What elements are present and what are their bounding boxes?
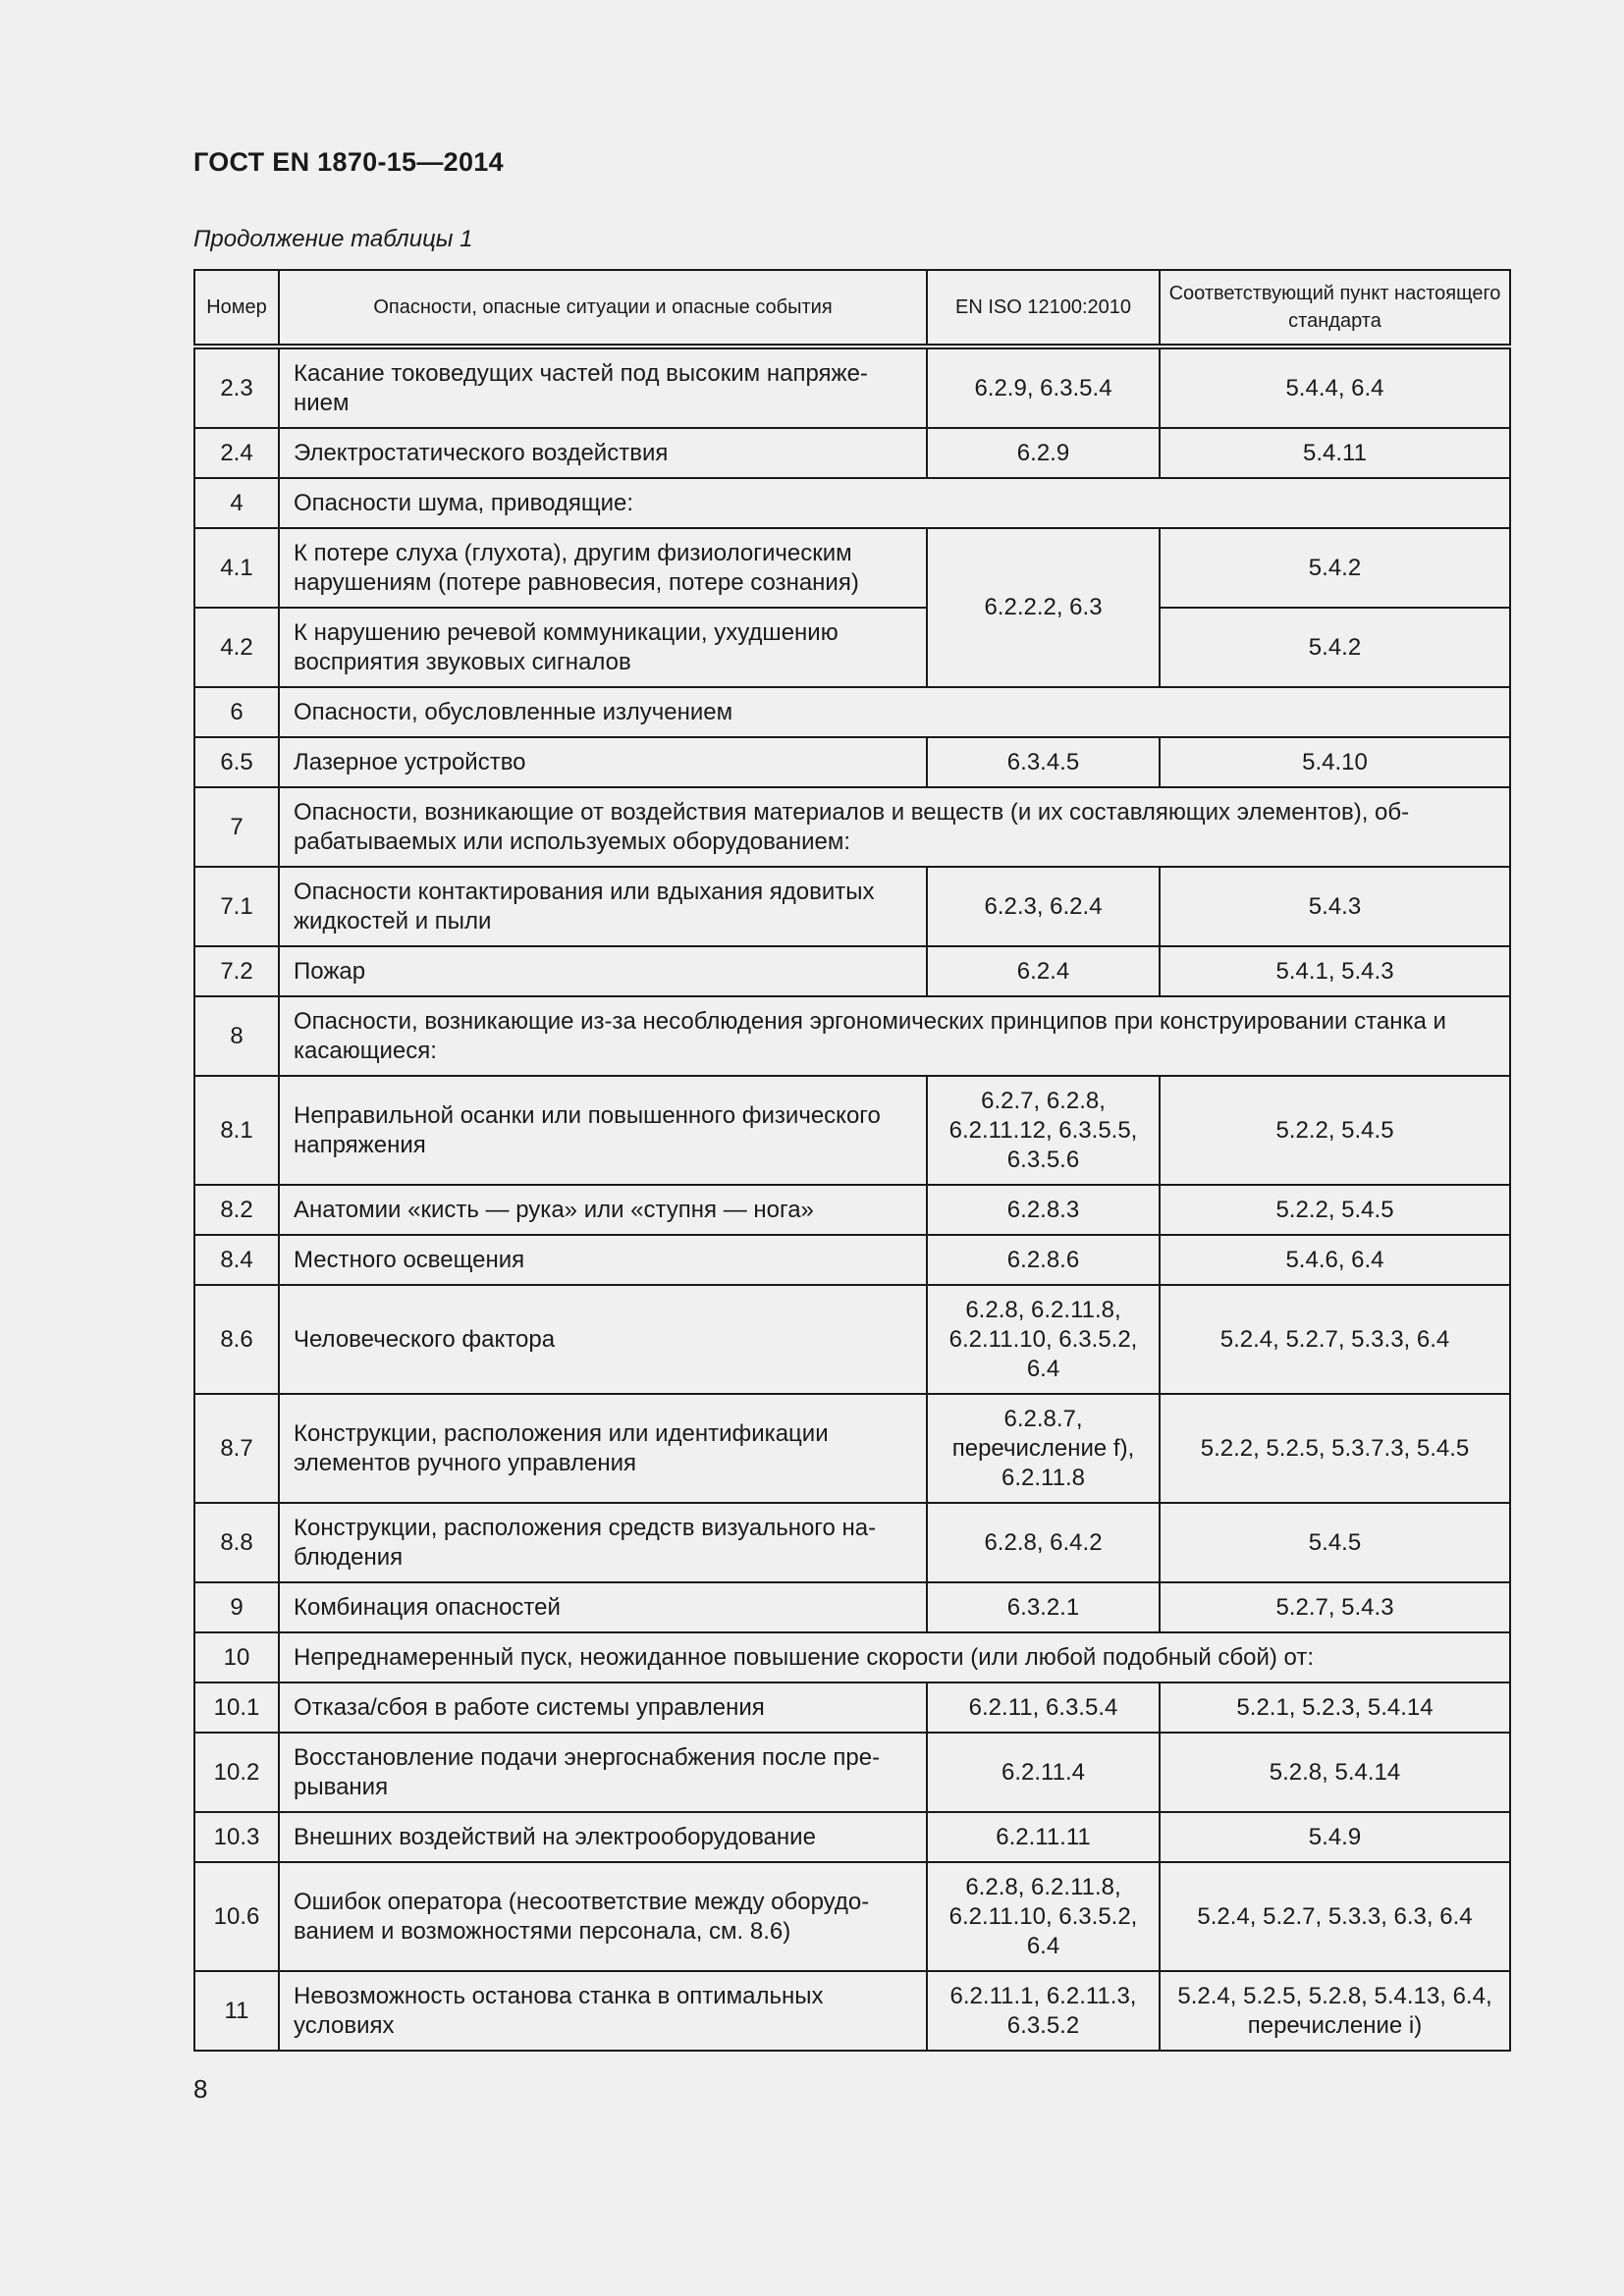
- table-header-row: [194, 270, 1510, 347]
- row-number: 8: [194, 996, 279, 1076]
- table-row: [194, 1862, 1510, 1971]
- table-section-row: [194, 478, 1510, 528]
- row-number: 6: [194, 687, 279, 737]
- table-row: [194, 737, 1510, 787]
- row-description: Непреднамеренный пуск, неожиданное повышение скорости (или любой подобный сбой) от:: [279, 1632, 1510, 1682]
- row-description: К нарушению речевой коммуникации, ухудшению восприятия звуковых сигналов: [279, 608, 927, 687]
- table-row: [194, 1971, 1510, 2051]
- row-clause: 5.4.1, 5.4.3: [1160, 946, 1510, 996]
- row-description: Комбинация опасностей: [279, 1582, 927, 1632]
- row-number: 7.2: [194, 946, 279, 996]
- table-row: [194, 528, 1510, 608]
- row-number: 10.2: [194, 1733, 279, 1812]
- row-number: 4: [194, 478, 279, 528]
- table-caption: Продолжение таблицы 1: [193, 226, 473, 252]
- page-number: 8: [193, 2074, 208, 2104]
- row-iso-reference: 6.2.9: [927, 428, 1160, 478]
- row-iso-reference: 6.2.4: [927, 946, 1160, 996]
- row-description: Местного освещения: [279, 1235, 927, 1285]
- row-number: 7: [194, 787, 279, 867]
- row-number: 4.1: [194, 528, 279, 608]
- row-description: Опасности, возникающие из-за несоблюдения эргономических принципов при конструировании станка и касающиеся:: [279, 996, 1510, 1076]
- row-number: 10: [194, 1632, 279, 1682]
- row-iso-reference: 6.2.8, 6.4.2: [927, 1503, 1160, 1582]
- table-row: [194, 1682, 1510, 1733]
- table-section-row: [194, 1632, 1510, 1682]
- table-section-row: [194, 687, 1510, 737]
- row-number: 9: [194, 1582, 279, 1632]
- table-row: [194, 946, 1510, 996]
- row-clause: 5.4.10: [1160, 737, 1510, 787]
- row-clause: 5.4.2: [1160, 528, 1510, 608]
- row-number: 2.4: [194, 428, 279, 478]
- row-clause: 5.2.2, 5.2.5, 5.3.7.3, 5.4.5: [1160, 1394, 1510, 1503]
- row-clause: 5.2.4, 5.2.5, 5.2.8, 5.4.13, 6.4, перечисление i): [1160, 1971, 1510, 2051]
- table-section-row: [194, 996, 1510, 1076]
- row-clause: 5.2.2, 5.4.5: [1160, 1076, 1510, 1185]
- row-description: Анатомии «кисть — рука» или «ступня — нога»: [279, 1185, 927, 1235]
- document-title: ГОСТ EN 1870-15—2014: [193, 147, 504, 177]
- row-description: Конструкции, расположения или идентификации элементов ручного управления: [279, 1394, 927, 1503]
- table-row: [194, 1582, 1510, 1632]
- row-description: К потере слуха (глухота), другим физиологическим нарушениям (потере равновесия, потере сознания): [279, 528, 927, 608]
- row-number: 6.5: [194, 737, 279, 787]
- table-row: [194, 1733, 1510, 1812]
- row-number: 11: [194, 1971, 279, 2051]
- header-iso: EN ISO 12100:2010: [927, 270, 1160, 347]
- row-iso-reference: 6.3.2.1: [927, 1582, 1160, 1632]
- row-clause: 5.4.3: [1160, 867, 1510, 946]
- table-section-row: [194, 787, 1510, 867]
- row-iso-reference: 6.2.2.2, 6.3: [927, 528, 1160, 687]
- row-clause: 5.4.5: [1160, 1503, 1510, 1582]
- row-iso-reference: 6.2.8, 6.2.11.8, 6.2.11.10, 6.3.5.2, 6.4: [927, 1862, 1160, 1971]
- row-clause: 5.2.7, 5.4.3: [1160, 1582, 1510, 1632]
- row-description: Опасности, обусловленные излучением: [279, 687, 1510, 737]
- header-hazards: Опасности, опасные ситуации и опасные события: [279, 270, 927, 347]
- row-number: 4.2: [194, 608, 279, 687]
- row-number: 8.7: [194, 1394, 279, 1503]
- row-clause: 5.2.4, 5.2.7, 5.3.3, 6.3, 6.4: [1160, 1862, 1510, 1971]
- row-description: Невозможность останова станка в оптимальных условиях: [279, 1971, 927, 2051]
- row-iso-reference: 6.3.4.5: [927, 737, 1160, 787]
- header-clause: Соответствующий пункт настоящего стандарта: [1160, 270, 1510, 347]
- row-iso-reference: 6.2.11.11: [927, 1812, 1160, 1862]
- table-row: [194, 428, 1510, 478]
- row-number: 8.1: [194, 1076, 279, 1185]
- row-clause: 5.4.9: [1160, 1812, 1510, 1862]
- row-iso-reference: 6.2.9, 6.3.5.4: [927, 347, 1160, 428]
- row-iso-reference: 6.2.8, 6.2.11.8, 6.2.11.10, 6.3.5.2, 6.4: [927, 1285, 1160, 1394]
- row-description: Опасности шума, приводящие:: [279, 478, 1510, 528]
- row-iso-reference: 6.2.11, 6.3.5.4: [927, 1682, 1160, 1733]
- row-iso-reference: 6.2.11.1, 6.2.11.3, 6.3.5.2: [927, 1971, 1160, 2051]
- row-description: Лазерное устройство: [279, 737, 927, 787]
- hazards-table: [193, 269, 1511, 2052]
- row-description: Восстановление подачи энергоснабжения после пре-рывания: [279, 1733, 927, 1812]
- row-clause: 5.4.11: [1160, 428, 1510, 478]
- table-row: [194, 1285, 1510, 1394]
- row-number: 8.4: [194, 1235, 279, 1285]
- table-row: [194, 1394, 1510, 1503]
- table-row: [194, 1185, 1510, 1235]
- row-number: 7.1: [194, 867, 279, 946]
- table-row: [194, 1812, 1510, 1862]
- row-clause: 5.2.1, 5.2.3, 5.4.14: [1160, 1682, 1510, 1733]
- row-description: Пожар: [279, 946, 927, 996]
- row-description: Конструкции, расположения средств визуального на-блюдения: [279, 1503, 927, 1582]
- row-description: Электростатического воздействия: [279, 428, 927, 478]
- row-description: Опасности контактирования или вдыхания ядовитых жидкостей и пыли: [279, 867, 927, 946]
- row-clause: 5.2.8, 5.4.14: [1160, 1733, 1510, 1812]
- table-row: [194, 1503, 1510, 1582]
- row-clause: 5.4.4, 6.4: [1160, 347, 1510, 428]
- row-description: Касание токоведущих частей под высоким напряже-нием: [279, 347, 927, 428]
- row-description: Отказа/сбоя в работе системы управления: [279, 1682, 927, 1733]
- row-number: 8.2: [194, 1185, 279, 1235]
- row-description: Человеческого фактора: [279, 1285, 927, 1394]
- table-row: [194, 1076, 1510, 1185]
- row-clause: 5.4.2: [1160, 608, 1510, 687]
- table-row: [194, 608, 1510, 687]
- row-description: Ошибок оператора (несоответствие между оборудо-ванием и возможностями персонала, см. 8.6): [279, 1862, 927, 1971]
- row-description: Внешних воздействий на электрооборудование: [279, 1812, 927, 1862]
- row-clause: 5.4.6, 6.4: [1160, 1235, 1510, 1285]
- table-row: [194, 867, 1510, 946]
- row-number: 2.3: [194, 347, 279, 428]
- row-iso-reference: 6.2.8.3: [927, 1185, 1160, 1235]
- row-iso-reference: 6.2.11.4: [927, 1733, 1160, 1812]
- row-description: Неправильной осанки или повышенного физического напряжения: [279, 1076, 927, 1185]
- header-number: Номер: [194, 270, 279, 347]
- row-number: 8.8: [194, 1503, 279, 1582]
- row-iso-reference: 6.2.8.7, перечисление f), 6.2.11.8: [927, 1394, 1160, 1503]
- row-iso-reference: 6.2.3, 6.2.4: [927, 867, 1160, 946]
- row-description: Опасности, возникающие от воздействия материалов и веществ (и их составляющих элементов), об-рабатываемых или используемых оборудованием:: [279, 787, 1510, 867]
- row-number: 10.1: [194, 1682, 279, 1733]
- row-number: 10.3: [194, 1812, 279, 1862]
- row-clause: 5.2.2, 5.4.5: [1160, 1185, 1510, 1235]
- table-row: [194, 347, 1510, 428]
- row-iso-reference: 6.2.8.6: [927, 1235, 1160, 1285]
- row-number: 8.6: [194, 1285, 279, 1394]
- table-row: [194, 1235, 1510, 1285]
- row-number: 10.6: [194, 1862, 279, 1971]
- row-clause: 5.2.4, 5.2.7, 5.3.3, 6.4: [1160, 1285, 1510, 1394]
- row-iso-reference: 6.2.7, 6.2.8, 6.2.11.12, 6.3.5.5, 6.3.5.6: [927, 1076, 1160, 1185]
